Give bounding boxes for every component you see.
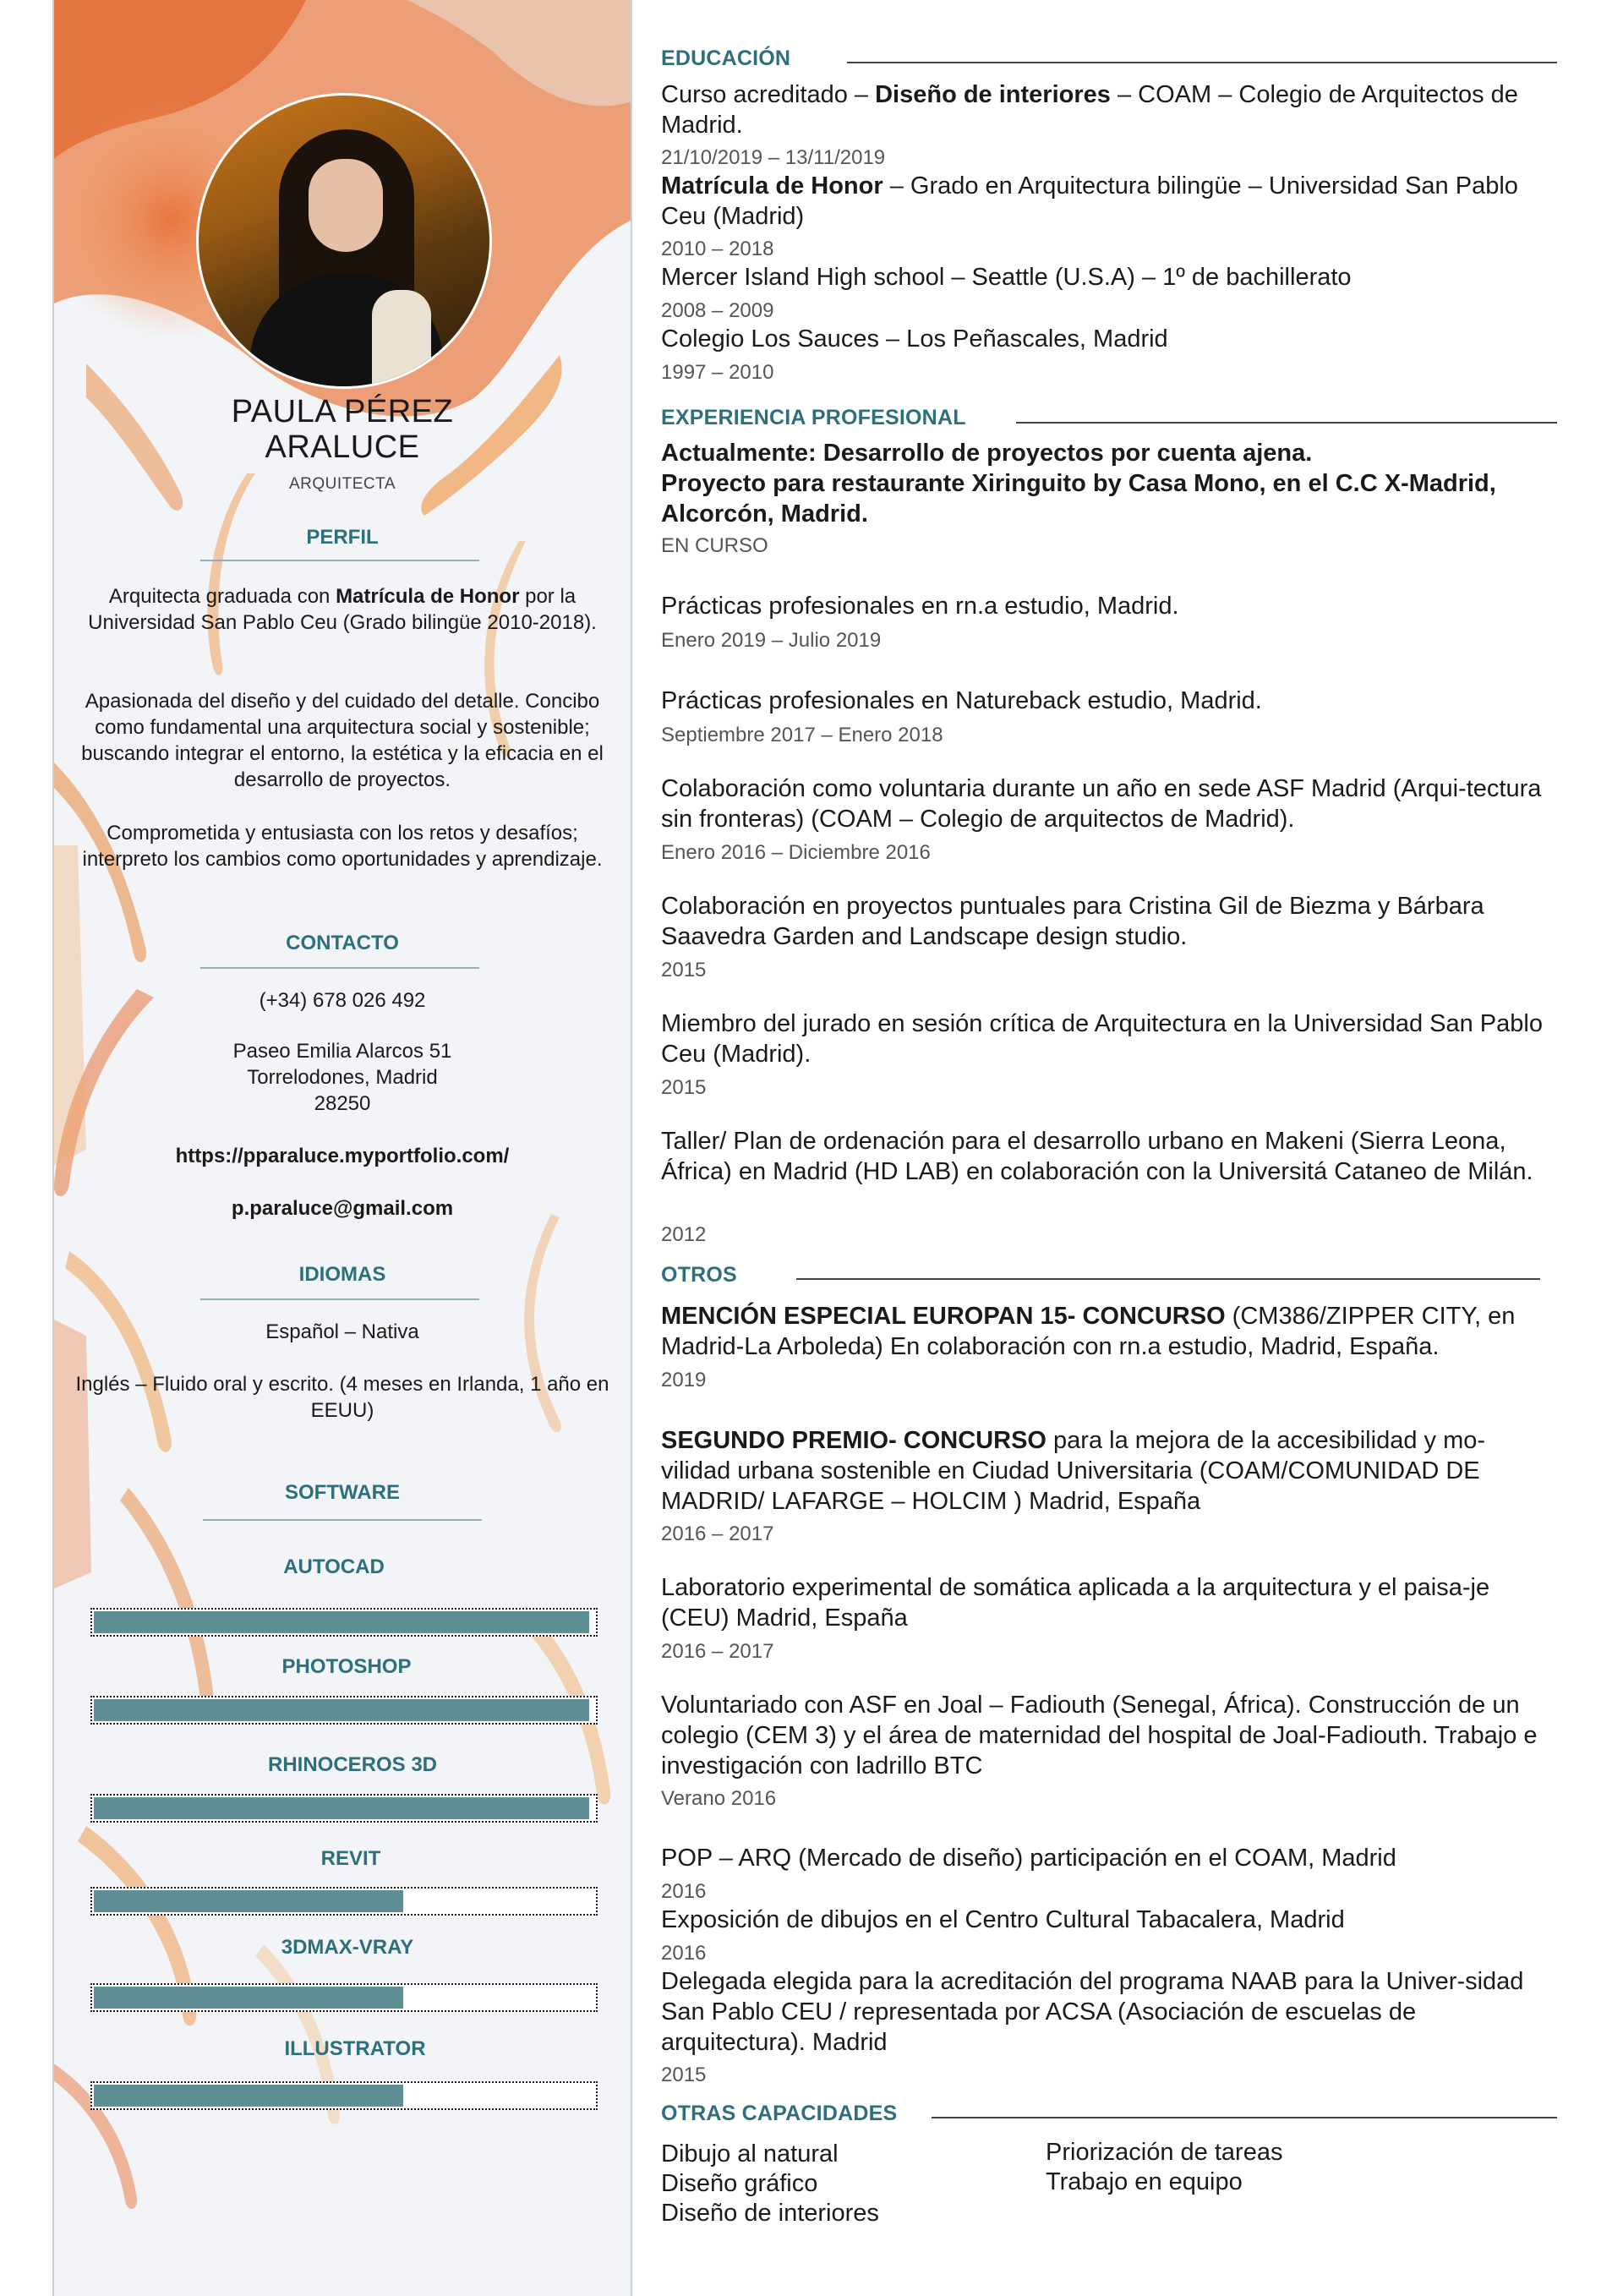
others-text-bold: SEGUNDO PREMIO- CONCURSO xyxy=(661,1427,1046,1454)
sidebar xyxy=(52,0,632,2296)
software-bar-fill xyxy=(94,1987,403,2009)
software-bar-autocad xyxy=(90,1608,598,1637)
profile-paragraph-1 xyxy=(69,583,615,636)
software-label-photoshop: PHOTOSHOP xyxy=(281,1655,412,1678)
profile-paragraph-2: Apasionada del diseño y del cuidado del detalle. Concibo como fundamental una arquitectura social y sostenible; buscando integrar el entorno, la estética y la eficacia en el desarrollo de proyectos. xyxy=(81,690,604,791)
others-item xyxy=(661,1301,1549,1362)
name-line-2: ARALUCE xyxy=(265,429,420,465)
software-bar-3dmax xyxy=(90,1983,598,2012)
contact-heading: CONTACTO xyxy=(286,932,399,954)
others-item xyxy=(661,1425,1549,1517)
profile-photo xyxy=(196,93,492,389)
experience-date: Enero 2016 – Diciembre 2016 xyxy=(661,841,931,864)
experience-item: Miembro del jurado en sesión crítica de Arquitectura en la Universidad San Pablo Ceu (Madrid). xyxy=(661,1010,1543,1068)
software-bar-revit xyxy=(90,1887,598,1916)
software-bar-fill xyxy=(94,1611,589,1633)
skills-rule xyxy=(932,2117,1557,2118)
experience-date: Septiembre 2017 – Enero 2018 xyxy=(661,724,943,746)
full-name xyxy=(52,394,632,465)
others-item: Delegada elegida para la acreditación del programa NAAB para la Univer-sidad San Pablo CEU / representada por ACSA (Asociación de escuelas de arquitectura). Madrid xyxy=(661,1968,1524,2056)
sidebar-content xyxy=(52,0,632,2296)
software-label-autocad: AUTOCAD xyxy=(283,1555,385,1578)
others-date: 2016 xyxy=(661,1942,707,1965)
others-text-bold: MENCIÓN ESPECIAL EUROPAN 15- CONCURSO xyxy=(661,1303,1226,1330)
experience-item: Colaboración como voluntaria durante un año en sede ASF Madrid (Arqui-tectura sin fronteras) (COAM – Colegio de arquitectos de Madrid). xyxy=(661,775,1542,833)
education-date: 2010 – 2018 xyxy=(661,238,774,260)
experience-heading: EXPERIENCIA PROFESIONAL xyxy=(661,406,983,430)
skills-heading: OTRAS CAPACIDADES xyxy=(661,2102,914,2126)
experience-date: 2015 xyxy=(661,1076,707,1099)
others-item: Exposición de dibujos en el Centro Cultural Tabacalera, Madrid xyxy=(661,1906,1345,1933)
profile-text-c: por la Universidad San Pablo Ceu (Grado bilingüe 2010-2018). xyxy=(88,585,597,634)
experience-date: 2012 xyxy=(661,1223,707,1246)
others-text: (CM386/ZIPPER CITY, en Madrid-La Arboleda) En colaboración con rn.a estudio, Madrid, España. xyxy=(661,1303,1516,1360)
education-item: Colegio Los Sauces – Los Peñascales, Madrid xyxy=(661,325,1168,353)
experience-item: Taller/ Plan de ordenación para el desarrollo urbano en Makeni (Sierra Leona, África) en Madrid (HD LAB) en colaboración con la Universitá Cataneo de Milán. xyxy=(661,1128,1533,1185)
profile-rule xyxy=(200,560,479,561)
education-text: Curso acreditado – xyxy=(661,81,876,108)
education-date: 2008 – 2009 xyxy=(661,299,774,322)
current-status: EN CURSO xyxy=(661,534,768,557)
software-bar-rhinoceros xyxy=(90,1794,598,1823)
contact-address-line-3: 28250 xyxy=(314,1092,371,1115)
education-item xyxy=(661,171,1549,232)
software-bar-photoshop xyxy=(90,1696,598,1725)
experience-item: Prácticas profesionales en Natureback estudio, Madrid. xyxy=(661,687,1262,714)
education-text-bold: Matrícula de Honor xyxy=(661,172,883,200)
education-text-bold: Diseño de interiores xyxy=(875,81,1111,108)
experience-item: Prácticas profesionales en rn.a estudio, Madrid. xyxy=(661,593,1179,620)
skill-item: Dibujo al natural xyxy=(661,2140,839,2168)
software-label-rhinoceros: RHINOCEROS 3D xyxy=(267,1753,438,1776)
others-item: Laboratorio experimental de somática aplicada a la arquitectura y el paisa-je (CEU) Madrid, España xyxy=(661,1574,1490,1632)
experience-rule xyxy=(1016,422,1557,424)
profile-text-bold: Matrícula de Honor xyxy=(336,585,520,608)
software-label-illustrator: ILLUSTRATOR xyxy=(284,2037,426,2060)
contact-address-line-2: Torrelodones, Madrid xyxy=(247,1066,438,1089)
language-english: Inglés – Fluido oral y escrito. (4 meses en Irlanda, 1 año en EEUU) xyxy=(75,1373,609,1422)
others-date: 2016 xyxy=(661,1880,707,1903)
skill-item: Diseño de interiores xyxy=(661,2200,879,2227)
others-date: 2016 – 2017 xyxy=(661,1640,774,1663)
contact-rule xyxy=(200,967,479,969)
education-heading: EDUCACIÓN xyxy=(661,46,807,71)
skill-item: Trabajo en equipo xyxy=(1046,2168,1243,2195)
others-item: POP – ARQ (Mercado de diseño) participación en el COAM, Madrid xyxy=(661,1845,1396,1872)
name-line-1: PAULA PÉREZ xyxy=(231,394,454,429)
education-item xyxy=(661,79,1549,140)
skill-item: Priorización de tareas xyxy=(1046,2139,1283,2166)
job-title: ARQUITECTA xyxy=(288,475,396,493)
others-date: 2019 xyxy=(661,1369,707,1391)
others-heading: OTROS xyxy=(661,1263,754,1287)
others-date: Verano 2016 xyxy=(661,1787,777,1810)
software-bar-illustrator xyxy=(90,2081,598,2110)
current-project: Proyecto para restaurante Xiringuito by Casa Mono, en el C.C X-Madrid, Alcorcón, Madrid. xyxy=(661,470,1496,528)
profile-paragraph-3: Comprometida y entusiasta con los retos y desafíos; interpreto los cambios como oportunidades y aprendizaje. xyxy=(82,822,603,871)
profile-text-a: Arquitecta graduada con xyxy=(108,585,336,608)
others-item: Voluntariado con ASF en Joal – Fadiouth (Senegal, África). Construcción de un colegio (CEM 3) y el área de maternidad del hospital de Joal-Fadiouth. Trabajo e investigación con ladrillo BTC xyxy=(661,1692,1538,1779)
software-heading: SOFTWARE xyxy=(285,1481,400,1504)
others-rule xyxy=(796,1278,1540,1280)
software-label-3dmax: 3DMAX-VRAY xyxy=(281,1936,414,1959)
others-date: 2016 – 2017 xyxy=(661,1522,774,1545)
education-rule xyxy=(847,62,1557,63)
profile-heading: PERFIL xyxy=(306,526,379,549)
language-spanish: Español – Nativa xyxy=(265,1320,419,1343)
software-bar-fill xyxy=(94,1699,589,1721)
current-job-title: Actualmente: Desarrollo de proyectos por cuenta ajena. xyxy=(661,440,1313,467)
education-item: Mercer Island High school – Seattle (U.S.A) – 1º de bachillerato xyxy=(661,264,1352,291)
software-bar-fill xyxy=(94,1797,589,1819)
experience-item: Colaboración en proyectos puntuales para Cristina Gil de Biezma y Bárbara Saavedra Garden and Landscape design studio. xyxy=(661,893,1484,950)
languages-heading: IDIOMAS xyxy=(298,1263,386,1286)
education-date: 1997 – 2010 xyxy=(661,361,774,384)
languages-rule xyxy=(200,1298,479,1300)
experience-date: Enero 2019 – Julio 2019 xyxy=(661,629,882,652)
others-date: 2015 xyxy=(661,2064,707,2086)
software-bar-fill xyxy=(94,1890,403,1912)
software-bar-fill xyxy=(94,2085,403,2107)
experience-date: 2015 xyxy=(661,959,707,981)
education-text: – COAM – Colegio de Arquitectos de Madrid. xyxy=(661,81,1518,139)
email-link[interactable]: p.paraluce@gmail.com xyxy=(231,1197,454,1220)
skill-item: Diseño gráfico xyxy=(661,2170,818,2197)
software-label-revit: REVIT xyxy=(320,1847,381,1870)
portfolio-link[interactable]: https://pparaluce.myportfolio.com/ xyxy=(175,1145,510,1167)
software-rule xyxy=(203,1519,482,1521)
contact-address-line-1: Paseo Emilia Alarcos 51 xyxy=(232,1040,452,1063)
contact-phone: (+34) 678 026 492 xyxy=(259,989,426,1012)
others-text: para la mejora de la accesibilidad y mo-vilidad urbana sostenible en Ciudad Universitaria (COAM/COMUNIDAD DE MADRID/ LAFARGE – HOLCIM ) Madrid, España xyxy=(661,1427,1486,1515)
education-date: 21/10/2019 – 13/11/2019 xyxy=(661,146,886,169)
education-text: – Grado en Arquitectura bilingüe – Universidad San Pablo Ceu (Madrid) xyxy=(661,172,1518,230)
